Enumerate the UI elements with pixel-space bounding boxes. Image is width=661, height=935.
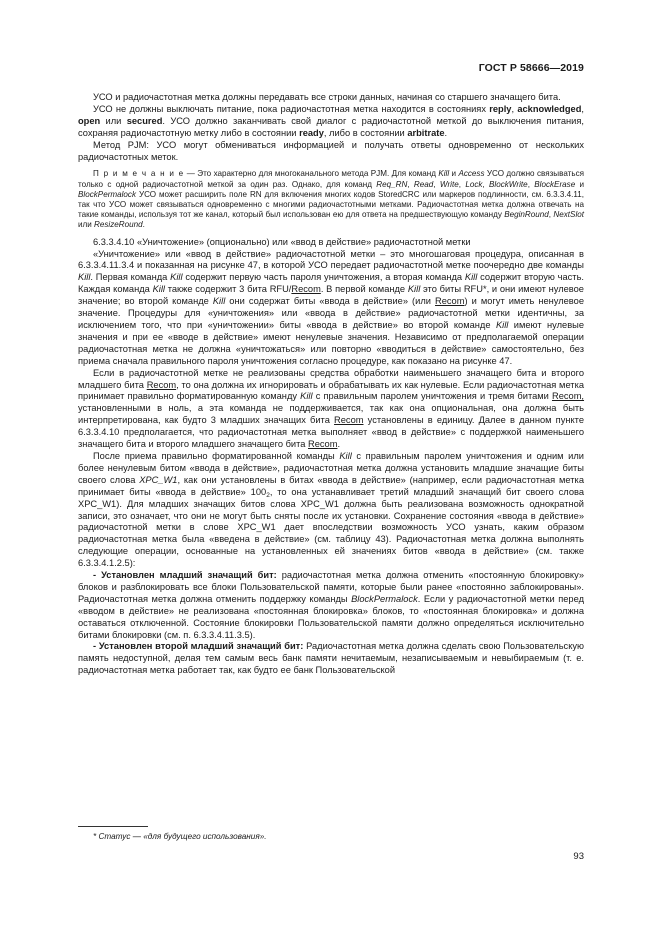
- standard-header: ГОСТ Р 58666—2019: [478, 62, 584, 74]
- note-block: П р и м е ч а н и е — Это характерно для многоканального метода PJM. Для команд Kill и Access УСО должно связываться только с одной радиочастотной меткой за один раз. Однако, для команд Req_RN, Read, Write, Lock, BlockWrite, BlockErase и BlockPermalock УСО может расширить поле RN для включения многих кодов StoredCRC или маркеров подлинности, см. 6.3.3.4.11, так что УСО может связываться одновременно с многими радиочастотными метками. Радиочастотная метка должна отвечать на такие команды, используя тот же канал, который был использован ею для ответа на предшествующую команду BeginRound, NextSlot или ResizeRound.: [78, 169, 585, 230]
- state-open: open: [78, 115, 101, 126]
- paragraph-pjm-method: Метод PJM: УСО могут обмениваться информацией и получать ответы одновременно от нескольких радиочастотных меток.: [78, 139, 584, 162]
- page-number: 93: [573, 851, 584, 862]
- paragraph-recom-handling: Если в радиочастотной метке не реализованы средства обработки наименьшего значащего бита и второго младшего бита Recom, то она должна их игнорировать и обрабатывать их как нулевые. Если радиочастотная метка принимает правильно форматированную команду Kill с правильным паролем уничтожения и тремя битами Recom, установленными в ноль, а эта команда не поддерживается, так как она опциональная, она должна быть интерпретирована, как будто 3 младших значащих бита Recom установлены в единицу. Далее в данном пункте 6.3.3.4.10 предполагается, что радиочастотная метка выполняет «ввод в действие» с поддержкой наименьшего значащего бита и второго младшего значащего бита Recom.: [78, 367, 585, 450]
- list-item-lsb: - Установлен младший значащий бит: радиочастотная метка должна отменить «постоянную блокировку» блоков и разблокировать все блоки Пользовательской памяти, которые были ранее «постоянно заблокированы». Радиочастотная метка должна отменить поддержку команды BlockPermalock. Если у радиочастотной метки перед «вводом в действие» не реализована «постоянная блокировка» блоков, то «постоянная блокировка» и должна оставаться отключенной. Состояние блокировки Пользовательской памяти должно определяться исключительно битами блокировки (см. п. 6.3.3.4.11.3.5).: [78, 570, 584, 640]
- page-body: [78, 92, 584, 677]
- footnote: * Статус — «для будущего использования».: [93, 832, 267, 841]
- state-acknowledged: acknowledged: [517, 103, 582, 114]
- list-item-second-lsb: - Установлен второй младший значащий бит: Радиочастотная метка должна сделать свою Пользовательскую память недоступной, делая тем самым весь банк памяти нечитаемым, незаписываемым и невыбираемым (т. е. радиочастотная метка работает так, как будто ее банк Пользовательской: [78, 641, 584, 676]
- paragraph-xpc-w1: После приема правильно форматированной команды Kill с правильным паролем уничтожения и одним или более ненулевым битом «ввода в действие», радиочастотная метка должна установить младшие значащие биты своего слова XPC_W1, как они установлены в битах «ввода в действие» (например, если радиочастотная метка принимает биты «ввода в действие» $100_2$, то она устанавливает третий младший значащий бит своего слова XPC_W1). Для младших значащих битов слова XPC_W1 должна быть реализована возможность однократной записи, это означает, что они не могут быть сняты после их установки. Сохранение состояния «ввода в действие» радиочастотной метки в слове XPC_W1 дает впоследствии возможность УСО узнать, каким образом радиочастотная метка была «введена в действие» (см. таблицу 43). Радиочастотная метка должна выполнять следующие операции, основанные на установленных ей значениях битов «ввода в действие» (см. также 6.3.3.4.1.2.5):: [78, 450, 584, 569]
- paragraph-power-states: УСО не должны выключать питание, пока радиочастотная метка находится в состояниях reply, acknowledged, open или secured. УСО должно заканчивать свой диалог с радиочастотной меткой до выключения питания, сохраняя радиочастотную метку либо в состоянии ready, либо в состоянии arbitrate.: [78, 103, 584, 138]
- note-label: П р и м е ч а н и е: [93, 169, 185, 179]
- paragraph-bit-order: УСО и радиочастотная метка должны передавать все строки данных, начиная со старшего значащего бита.: [93, 92, 561, 102]
- paragraph-kill-procedure: «Уничтожение» или «ввод в действие» радиочастотной метки – это многошаговая процедура, описанная в 6.3.3.4.11.3.4 и показанная на рисунке 47, в которой УСО передает радиочастотной метке поочередно две команды Kill. Первая команда Kill содержит первую часть пароля уничтожения, а вторая команда Kill содержит вторую часть. Каждая команда Kill также содержит 3 бита RFU/Recom. В первой команде Kill это биты RFU*, и они имеют нулевое значение; во второй команде Kill они содержат биты «ввода в действие» (или Recom) и могут иметь ненулевое значение. Процедуры для «уничтожения» или «ввода в действие» радиочастотной метки идентичны, за исключением того, что при «уничтожении» биты «ввода в действие» во второй команде Kill имеют нулевые значения и при ее «вводе в действие» имеют ненулевые значения. Независимо от предполагаемой операции радиочастотная метка не должна «уничтожаться» или повторно «вводиться в действие» самостоятельно, без приема сначала правильного пароля уничтожения согласно процедуре, как показано на рисунке 47.: [78, 248, 584, 366]
- footnote-divider: [78, 826, 148, 827]
- state-ready: ready: [299, 127, 324, 138]
- state-arbitrate: arbitrate: [407, 127, 445, 138]
- state-secured: secured: [126, 115, 163, 126]
- section-heading: 6.3.3.4.10 «Уничтожение» (опционально) или «ввод в действие» радиочастотной метки: [93, 236, 471, 247]
- state-reply: reply: [489, 103, 512, 114]
